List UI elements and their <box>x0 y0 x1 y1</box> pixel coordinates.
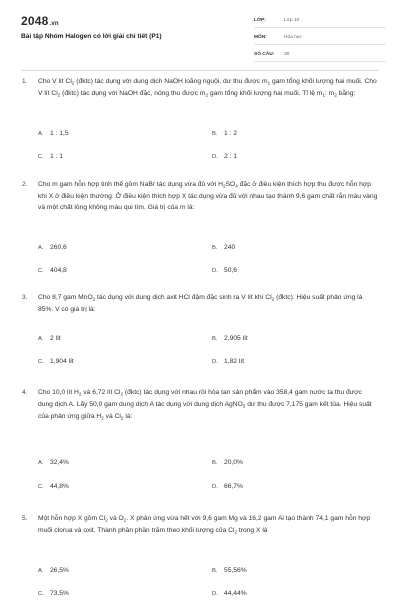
meta-subject-label: MÔN: <box>254 34 267 40</box>
option-text: 26,5% <box>50 567 69 574</box>
option-letter: D. <box>212 591 218 597</box>
question-number: 2. <box>22 181 28 188</box>
option-b[interactable] <box>212 244 235 251</box>
logo-suffix: .vn <box>49 21 59 27</box>
option-d[interactable] <box>212 153 237 160</box>
logo-main: 2048 <box>21 14 49 28</box>
meta-count-label: SỐ CÂU: <box>254 51 275 57</box>
option-c[interactable] <box>38 483 69 490</box>
option-text: 73,5% <box>50 590 69 597</box>
document-meta <box>254 13 386 64</box>
option-letter: C. <box>38 591 44 597</box>
option-letter: B. <box>212 568 218 574</box>
option-letter: A. <box>38 568 44 574</box>
option-text: 20,0% <box>224 459 243 466</box>
option-letter: C. <box>38 154 44 160</box>
option-letter: B. <box>212 460 218 466</box>
option-a[interactable] <box>38 244 67 251</box>
option-letter: A. <box>38 336 44 342</box>
option-letter: C. <box>38 359 44 365</box>
option-letter: C. <box>38 484 44 490</box>
option-c[interactable] <box>38 590 69 597</box>
option-c[interactable] <box>38 358 74 365</box>
meta-count-value: 30 <box>284 51 290 57</box>
meta-subject-row <box>254 30 386 45</box>
option-a[interactable] <box>38 130 69 137</box>
option-text: 50,6 <box>224 267 238 274</box>
option-text: 66,7% <box>224 483 243 490</box>
question-text: Cho 10,0 lít $H_2$ và 6,72 lít $Cl_2$ (đktc) tác dụng với nhau rồi hòa tan sản phẩm vào 358,4 gam nước ta thu được dung dịch A. Lấy 50,0 gam dung dịch A tác dụng với dung dịch AgNO$_3$ dư thu được 7,175 gam kết tủa. Hiệu suất của phản ứng giữa $H_2$ và $Cl_2$ là: <box>38 389 372 421</box>
option-d[interactable] <box>212 590 247 597</box>
option-text: 44,44% <box>224 590 247 597</box>
question-number: 3. <box>22 294 28 301</box>
option-a[interactable] <box>38 335 61 342</box>
option-text: 2 : 1 <box>224 153 238 160</box>
meta-class-row <box>254 13 386 28</box>
question-text: Cho V lít $Cl_2$ (đktc) tác dụng với dung dịch NaOH loãng nguội, dư thu được $m_1$ gam tổng khối lượng hai muối. Cho V lít $Cl_2$ (đktc) tác dụng với NaOH đặc, nóng thu được $m_2$ gam tổng khối lượng hai muối. Tỉ lệ $m_1$: $m_2$ bằng: <box>38 78 377 98</box>
option-letter: B. <box>212 131 218 137</box>
option-text: 404,8 <box>50 267 67 274</box>
option-letter: B. <box>212 336 218 342</box>
option-text: 2 lít <box>50 335 61 342</box>
question-text: Cho 8,7 gam MnO$_2$ tác dụng với dung dịch axit HCl đậm đặc sinh ra V lít khí $Cl_2$ (đktc). Hiệu suất phản ứng là 85%. V có giá trị là: <box>38 294 363 314</box>
option-text: 260,6 <box>50 244 67 251</box>
option-b[interactable] <box>212 459 243 466</box>
option-d[interactable] <box>212 267 237 274</box>
document-header <box>0 0 400 64</box>
document-title: Bài tập Nhóm Halogen có lời giải chi tiết (P1) <box>21 33 162 40</box>
option-letter: B. <box>212 245 218 251</box>
option-a[interactable] <box>38 567 69 574</box>
question-number: 4. <box>22 389 28 396</box>
question-text: Một hỗn hợp X gồm $Cl_2$ và $O_2$. X phản ứng vừa hết với 9,6 gam Mg và 16,2 gam Al tạo thành 74,1 gam hỗn hợp muối clorua và oxit. Thành phần phần trăm theo khối lượng của $Cl_2$ trong X là <box>38 515 371 535</box>
option-a[interactable] <box>38 459 69 466</box>
option-letter: A. <box>38 131 44 137</box>
meta-class-label: LỚP: <box>254 17 266 23</box>
option-b[interactable] <box>212 567 247 574</box>
meta-class-value: Lớp 10 <box>284 17 300 23</box>
site-logo[interactable] <box>21 14 59 28</box>
option-letter: D. <box>212 484 218 490</box>
option-d[interactable] <box>212 483 243 490</box>
option-letter: C. <box>38 268 44 274</box>
option-text: 1,904 lít <box>50 358 74 365</box>
option-letter: A. <box>38 460 44 466</box>
header-divider <box>21 70 379 71</box>
option-text: 1,82 lít <box>224 358 245 365</box>
option-letter: D. <box>212 154 218 160</box>
question-number: 5. <box>22 515 28 522</box>
option-letter: D. <box>212 268 218 274</box>
option-c[interactable] <box>38 267 67 274</box>
option-letter: D. <box>212 359 218 365</box>
option-text: 1 : 2 <box>224 130 238 137</box>
option-text: 240 <box>224 244 236 251</box>
option-d[interactable] <box>212 358 244 365</box>
option-text: 1 : 1 <box>50 153 64 160</box>
option-text: 55,56% <box>224 567 247 574</box>
option-c[interactable] <box>38 153 63 160</box>
option-text: 32,4% <box>50 459 69 466</box>
option-text: 1 : 1,5 <box>50 130 69 137</box>
meta-count-row <box>254 47 386 62</box>
option-text: 2,905 lít <box>224 335 248 342</box>
option-b[interactable] <box>212 335 248 342</box>
option-text: 44,8% <box>50 483 69 490</box>
question-number: 1. <box>22 78 28 85</box>
option-b[interactable] <box>212 130 237 137</box>
meta-subject-value: Hóa học <box>284 34 302 40</box>
option-letter: A. <box>38 245 44 251</box>
question-text: Cho m gam hỗn hợp tinh thể gồm NaBr tác dụng vừa đủ với $H_2SO_4$ đặc ở điều kiện thích hợp thu được hỗn hợp khí X ở điều kiện thường. Ở điều kiện thích hợp X tác dụng vừa đủ với nhau tạo thành 9,6 gam chất rắn màu vàng và một chất lỏng không màu qui tím. Giá trị của m là: <box>38 181 378 211</box>
